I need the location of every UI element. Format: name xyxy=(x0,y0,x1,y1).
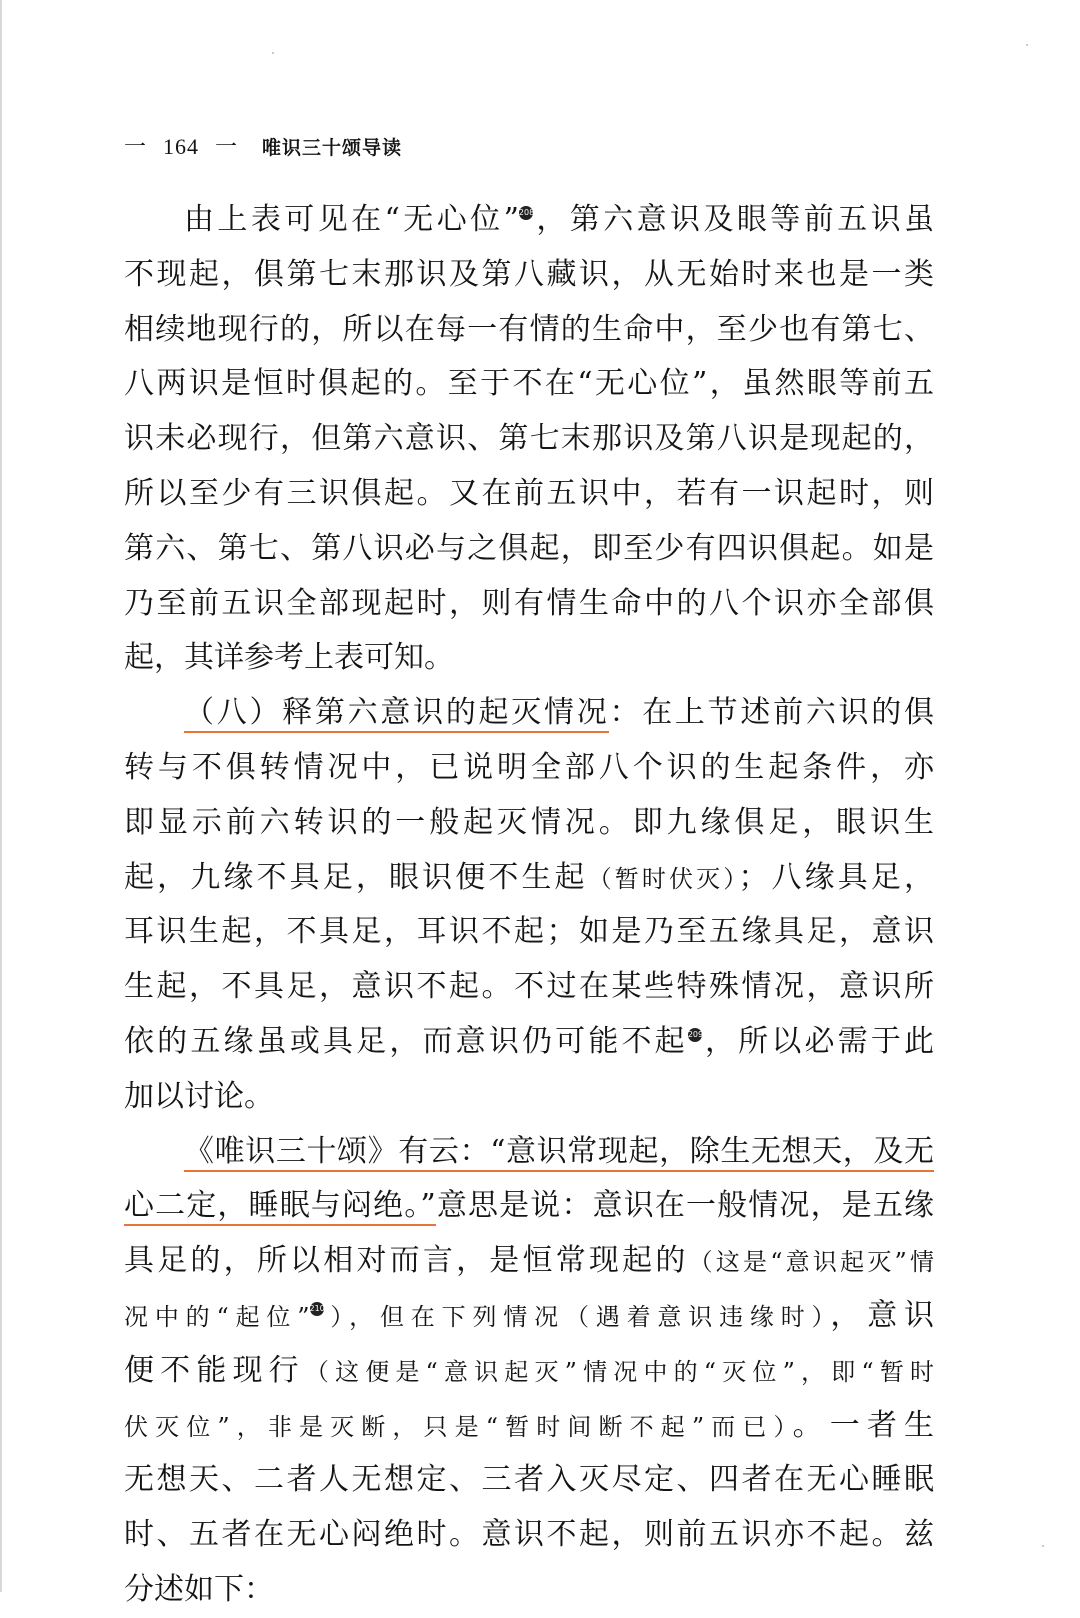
text-run: ，第六意识及眼等前五识虽 xyxy=(532,202,935,237)
paragraph-3-line-7: 无想天、二者人无想定、三者入灭尽定、四者在无心睡眠 xyxy=(124,1462,934,1498)
scan-speck xyxy=(1026,44,1028,46)
paragraph-3-line-3 xyxy=(124,1234,934,1289)
paragraph-3-line-5 xyxy=(124,1344,934,1399)
paragraph-3-line-4 xyxy=(124,1289,934,1344)
scan-speck xyxy=(272,52,274,54)
header-dash-left: 一 xyxy=(124,135,148,160)
paragraph-1-line-9: 起，其详参考上表可知。 xyxy=(124,640,454,676)
page-number: 164 xyxy=(163,134,200,159)
paragraph-2-line-1 xyxy=(124,686,934,741)
text-run: ：在上节述前六识的俱 xyxy=(609,695,935,731)
header-dash-right: 一 xyxy=(215,135,239,160)
paragraph-1-line-3: 相续地现行的，所以在每一有情的生命中，至少也有第七、 xyxy=(124,311,934,347)
text-run: 。一者生 xyxy=(792,1407,935,1443)
parenthetical-note: （遇着意识违缘时） xyxy=(564,1302,831,1331)
paragraph-1-line-7: 第六、第七、第八识必与之俱起，即至少有四识俱起。如是 xyxy=(124,530,934,566)
parenthetical-note: （暂时伏灭） xyxy=(587,864,739,893)
footnote-marker: 209 xyxy=(688,1028,702,1042)
text-run: 起，九缘不具足，眼识便不生起 xyxy=(124,859,588,895)
section-heading-underlined: （八）释第六意识的起灭情况 xyxy=(184,695,609,733)
text-run: ；八缘具足， xyxy=(738,859,935,895)
paragraph-3-line-2 xyxy=(124,1179,934,1234)
verse-quote-underlined: 《唯识三十颂》有云：“意识常现起，除生无想天，及无 xyxy=(184,1134,934,1172)
text-run: 依的五缘虽或具足，而意识仍可能不起 xyxy=(124,1023,688,1059)
paragraph-1-line-5: 识未必现行，但第六意识、第七末那识及第八识是现起的， xyxy=(124,421,934,457)
paragraph-3-line-9: 分述如下： xyxy=(124,1571,274,1607)
footnote-marker: 210 xyxy=(310,1302,324,1316)
paragraph-1-line-4: 八两识是恒时俱起的。至于不在“无心位”，虽然眼等前五 xyxy=(124,366,934,402)
footnote-marker: 208 xyxy=(519,206,533,220)
paragraph-3-line-1 xyxy=(124,1125,934,1180)
paragraph-2-line-2: 转与不俱转情况中，已说明全部八个识的生起条件，亦 xyxy=(124,749,934,785)
paragraph-2-line-5: 耳识生起，不具足，耳识不起；如是乃至五缘具足，意识 xyxy=(124,914,934,950)
scan-speck xyxy=(1042,1545,1044,1547)
parenthetical-note: （这是“意识起灭”情 xyxy=(688,1248,935,1277)
text-run: 便不能现行 xyxy=(124,1352,305,1388)
text-run: 由上表可见在“无心位” xyxy=(184,202,519,237)
paragraph-1-line-2: 不现起，俱第七末那识及第八藏识，从无始时来也是一类 xyxy=(124,256,934,292)
parenthetical-note: 况中的“起位” xyxy=(124,1302,310,1331)
paragraph-2-line-4 xyxy=(124,851,934,906)
parenthetical-note: （这便是“意识起灭”情况中的“灭位”，即“暂时 xyxy=(304,1357,934,1386)
text-run: ，意识 xyxy=(830,1297,935,1333)
parenthetical-note: ），但在下列情况 xyxy=(323,1302,565,1331)
paragraph-2-line-8: 加以讨论。 xyxy=(124,1078,274,1114)
paragraph-2-line-3: 即显示前六转识的一般起灭情况。即九缘俱足，眼识生 xyxy=(124,804,934,840)
paragraph-3-line-6 xyxy=(124,1399,934,1454)
text-run: 具足的，所以相对而言，是恒常现起的 xyxy=(124,1243,689,1279)
paragraph-1-line-8: 乃至前五识全部现起时，则有情生命中的八个识亦全部俱 xyxy=(124,585,934,621)
paragraph-2-line-7 xyxy=(124,1015,934,1070)
text-run: ，所以必需于此 xyxy=(701,1023,935,1059)
paragraph-1-line-1 xyxy=(124,193,934,248)
parenthetical-note: 伏灭位”，非是灭断，只是“暂时间断不起”而已） xyxy=(124,1412,793,1441)
text-run: 意思是说：意识在一般情况，是五缘 xyxy=(435,1188,934,1224)
running-header xyxy=(124,130,402,161)
verse-quote-underlined: 心二定，睡眠与闷绝。” xyxy=(124,1188,436,1226)
book-title: 唯识三十颂导读 xyxy=(262,137,403,159)
body-text xyxy=(124,193,934,1618)
paragraph-2-line-6: 生起，不具足，意识不起。不过在某些特殊情况，意识所 xyxy=(124,969,934,1005)
paragraph-3-line-8: 时、五者在无心闷绝时。意识不起，则前五识亦不起。兹 xyxy=(124,1517,934,1553)
paragraph-1-line-6: 所以至少有三识俱起。又在前五识中，若有一识起时，则 xyxy=(124,475,934,511)
